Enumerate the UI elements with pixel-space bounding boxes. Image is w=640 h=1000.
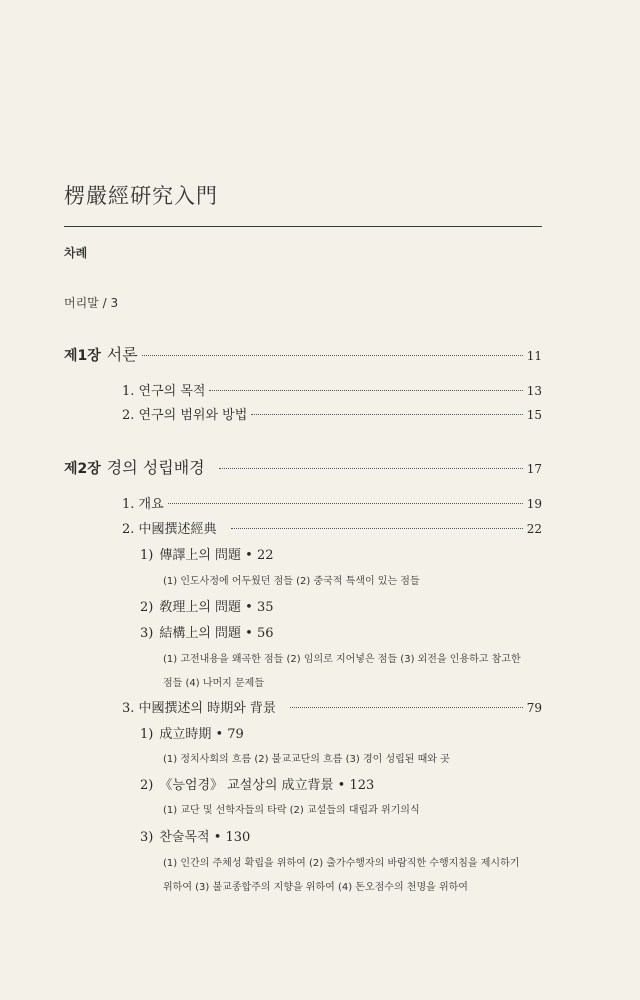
toc-detail-2-2-3-cont: 점들 (4) 나머지 문제들: [163, 678, 264, 689]
dot-leader: [290, 707, 523, 708]
section-title: 2. 中國撰述經典: [122, 522, 217, 537]
subsection-marker: 1): [140, 548, 154, 563]
toc-section-2-3: [122, 697, 542, 716]
page-number: 17: [526, 462, 542, 476]
section-title: 1. 개요: [122, 497, 164, 512]
subsection-marker: 3): [140, 830, 154, 845]
page-number: 79: [526, 701, 542, 715]
toc-section-1-1: [122, 380, 542, 399]
chapter-title: 서론: [106, 345, 138, 364]
toc-detail-2-2-1: (1) 인도사정에 어두웠던 점들 (2) 중국적 특색이 있는 점들: [163, 576, 420, 587]
toc-subsection-2-3-1: [140, 723, 244, 742]
section-title: 3. 中國撰述의 時期와 背景: [122, 701, 276, 716]
toc-section-1-2: [122, 404, 542, 423]
subsection-marker: 1): [140, 727, 154, 742]
dot-leader: [142, 355, 523, 356]
toc-subsection-2-2-2: [140, 596, 274, 615]
toc-subsection-2-2-3: [140, 622, 274, 641]
subsection-title: 敎理上의 問題 • 35: [159, 600, 274, 615]
subsection-marker: 2): [140, 600, 154, 615]
book-title: 楞嚴經硏究入門: [64, 184, 218, 208]
dot-leader: [219, 468, 523, 469]
toc-detail-2-3-1: (1) 정치사회의 흐름 (2) 불교교단의 흐름 (3) 경이 성립된 때와 곳: [163, 754, 450, 765]
subsection-title: 結構上의 問題 • 56: [159, 626, 274, 641]
page-number: 11: [526, 349, 542, 363]
subsection-marker: 2): [140, 778, 154, 793]
page-number: 19: [526, 497, 542, 511]
chapter-number: 제2장: [64, 461, 101, 477]
subsection-title: 찬술목적 • 130: [159, 830, 251, 845]
dot-leader: [251, 414, 522, 415]
toc-detail-2-2-3: (1) 고전내용을 왜곡한 점들 (2) 임의로 지어넣은 점들 (3) 외전을 인용하고 참고한: [163, 654, 521, 665]
page-number: 15: [526, 408, 542, 422]
toc-chapter-1: [64, 342, 542, 365]
toc-subsection-2-2-1: [140, 544, 274, 563]
subsection-marker: 3): [140, 626, 154, 641]
page-number: 22: [526, 522, 542, 536]
toc-detail-2-3-2: (1) 교단 및 선학자들의 타락 (2) 교설들의 대립과 위기의식: [163, 805, 420, 816]
toc-entry-preface: 머리말 / 3: [64, 296, 119, 310]
chapter-title: 경의 성립배경: [106, 458, 205, 477]
dot-leader: [231, 528, 523, 529]
toc-heading: 차례: [64, 246, 88, 260]
toc-detail-2-3-3: (1) 인간의 주체성 확립을 위하여 (2) 출가수행자의 바람직한 수행지침을 제시하기: [163, 858, 520, 869]
chapter-number: 제1장: [64, 348, 101, 364]
toc-subsection-2-3-3: [140, 826, 250, 845]
subsection-title: 成立時期 • 79: [159, 727, 244, 742]
title-rule: [64, 226, 542, 227]
toc-subsection-2-3-2: [140, 774, 374, 793]
section-title: 2. 연구의 범위와 방법: [122, 408, 248, 423]
section-title: 1. 연구의 목적: [122, 384, 206, 399]
page-number: 13: [526, 384, 542, 398]
subsection-title: 傳譯上의 問題 • 22: [159, 548, 274, 563]
subsection-title: 《능엄경》 교설상의 成立背景 • 123: [159, 778, 375, 793]
toc-detail-2-3-3-cont: 위하여 (3) 불교종합주의 지향을 위하여 (4) 돈오점수의 천명을 위하여: [163, 882, 468, 893]
dot-leader: [209, 390, 522, 391]
toc-chapter-2: [64, 455, 542, 478]
dot-leader: [168, 503, 523, 504]
toc-section-2-2: [122, 518, 542, 537]
toc-section-2-1: [122, 493, 542, 512]
